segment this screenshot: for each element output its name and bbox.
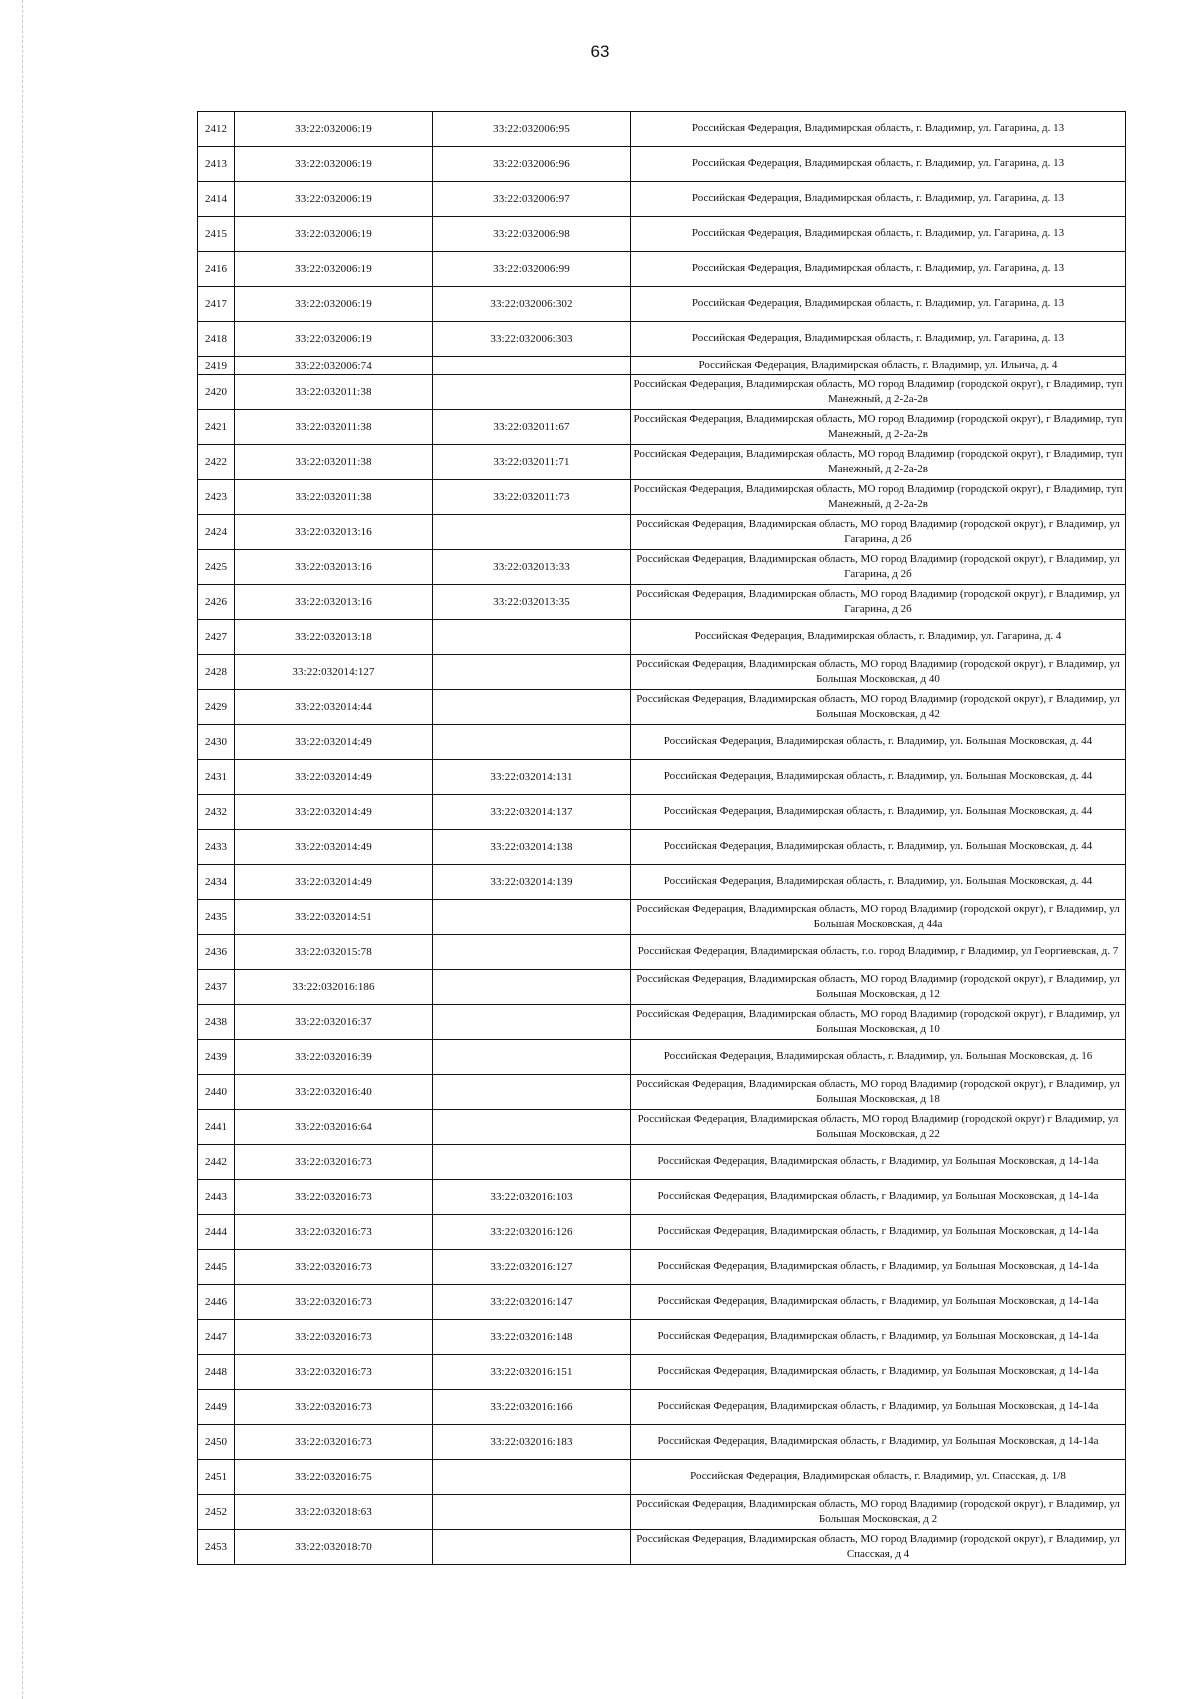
address-cell: Российская Федерация, Владимирская область, г. Владимир, ул. Гагарина, д. 13: [631, 252, 1126, 287]
parcel-cadastral-number-cell: 33:22:032016:73: [235, 1250, 433, 1285]
registry-table: [197, 111, 1126, 1565]
object-cadastral-number-cell: 33:22:032006:303: [433, 322, 631, 357]
table-row: [198, 1495, 1126, 1530]
row-number-cell: 2439: [198, 1040, 235, 1075]
table-row: [198, 1355, 1126, 1390]
table-row: [198, 1250, 1126, 1285]
row-number-cell: 2453: [198, 1530, 235, 1565]
address-cell: Российская Федерация, Владимирская область, МО город Владимир (городской округ) г Владимир, ул Большая Московская, д 22: [631, 1110, 1126, 1145]
row-number-cell: 2443: [198, 1180, 235, 1215]
table-row: [198, 585, 1126, 620]
table-row: [198, 620, 1126, 655]
table-row: [198, 112, 1126, 147]
address-cell: Российская Федерация, Владимирская область, МО город Владимир (городской округ), г Владимир, ул Большая Московская, д 40: [631, 655, 1126, 690]
table-row: [198, 690, 1126, 725]
address-cell: Российская Федерация, Владимирская область, МО город Владимир (городской округ), г Владимир, ул Большая Московская, д 12: [631, 970, 1126, 1005]
table-row: [198, 480, 1126, 515]
parcel-cadastral-number-cell: 33:22:032015:78: [235, 935, 433, 970]
parcel-cadastral-number-cell: 33:22:032014:51: [235, 900, 433, 935]
table-row: [198, 1075, 1126, 1110]
object-cadastral-number-cell: [433, 1495, 631, 1530]
address-cell: Российская Федерация, Владимирская область, г.о. город Владимир, г Владимир, ул Георгиевская, д. 7: [631, 935, 1126, 970]
parcel-cadastral-number-cell: 33:22:032013:16: [235, 550, 433, 585]
object-cadastral-number-cell: [433, 1460, 631, 1495]
object-cadastral-number-cell: [433, 655, 631, 690]
address-cell: Российская Федерация, Владимирская область, МО город Владимир (городской округ), г Владимир, ул Гагарина, д 2б: [631, 550, 1126, 585]
object-cadastral-number-cell: [433, 1005, 631, 1040]
row-number-cell: 2445: [198, 1250, 235, 1285]
row-number-cell: 2425: [198, 550, 235, 585]
row-number-cell: 2417: [198, 287, 235, 322]
row-number-cell: 2413: [198, 147, 235, 182]
parcel-cadastral-number-cell: 33:22:032011:38: [235, 445, 433, 480]
object-cadastral-number-cell: 33:22:032006:96: [433, 147, 631, 182]
row-number-cell: 2447: [198, 1320, 235, 1355]
table-row: [198, 445, 1126, 480]
parcel-cadastral-number-cell: 33:22:032006:19: [235, 112, 433, 147]
row-number-cell: 2432: [198, 795, 235, 830]
row-number-cell: 2419: [198, 357, 235, 375]
address-cell: Российская Федерация, Владимирская область, г. Владимир, ул. Большая Московская, д. 44: [631, 725, 1126, 760]
row-number-cell: 2436: [198, 935, 235, 970]
object-cadastral-number-cell: 33:22:032013:33: [433, 550, 631, 585]
object-cadastral-number-cell: [433, 620, 631, 655]
object-cadastral-number-cell: 33:22:032016:183: [433, 1425, 631, 1460]
object-cadastral-number-cell: 33:22:032006:97: [433, 182, 631, 217]
object-cadastral-number-cell: 33:22:032016:166: [433, 1390, 631, 1425]
row-number-cell: 2446: [198, 1285, 235, 1320]
address-cell: Российская Федерация, Владимирская область, МО город Владимир (городской округ), г Владимир, туп Манежный, д 2-2а-2в: [631, 410, 1126, 445]
address-cell: Российская Федерация, Владимирская область, МО город Владимир (городской округ), г Владимир, ул Большая Московская, д 18: [631, 1075, 1126, 1110]
table-row: [198, 375, 1126, 410]
table-row: [198, 795, 1126, 830]
parcel-cadastral-number-cell: 33:22:032018:70: [235, 1530, 433, 1565]
row-number-cell: 2430: [198, 725, 235, 760]
row-number-cell: 2437: [198, 970, 235, 1005]
parcel-cadastral-number-cell: 33:22:032016:73: [235, 1180, 433, 1215]
parcel-cadastral-number-cell: 33:22:032013:18: [235, 620, 433, 655]
table-row: [198, 515, 1126, 550]
row-number-cell: 2431: [198, 760, 235, 795]
row-number-cell: 2416: [198, 252, 235, 287]
table-row: [198, 830, 1126, 865]
table-row: [198, 1425, 1126, 1460]
parcel-cadastral-number-cell: 33:22:032016:73: [235, 1285, 433, 1320]
row-number-cell: 2428: [198, 655, 235, 690]
object-cadastral-number-cell: [433, 1075, 631, 1110]
table-row: [198, 252, 1126, 287]
table-row: [198, 760, 1126, 795]
parcel-cadastral-number-cell: 33:22:032014:49: [235, 725, 433, 760]
table-row: [198, 1040, 1126, 1075]
address-cell: Российская Федерация, Владимирская область, г Владимир, ул Большая Московская, д 14-14а: [631, 1180, 1126, 1215]
parcel-cadastral-number-cell: 33:22:032016:73: [235, 1320, 433, 1355]
parcel-cadastral-number-cell: 33:22:032011:38: [235, 410, 433, 445]
table-row: [198, 865, 1126, 900]
object-cadastral-number-cell: 33:22:032014:138: [433, 830, 631, 865]
row-number-cell: 2414: [198, 182, 235, 217]
address-cell: Российская Федерация, Владимирская область, МО город Владимир (городской округ), г Владимир, ул Большая Московская, д 44а: [631, 900, 1126, 935]
parcel-cadastral-number-cell: 33:22:032016:186: [235, 970, 433, 1005]
parcel-cadastral-number-cell: 33:22:032016:73: [235, 1390, 433, 1425]
registry-table-body: [198, 112, 1126, 1565]
parcel-cadastral-number-cell: 33:22:032016:64: [235, 1110, 433, 1145]
object-cadastral-number-cell: 33:22:032011:73: [433, 480, 631, 515]
parcel-cadastral-number-cell: 33:22:032014:44: [235, 690, 433, 725]
table-row: [198, 1390, 1126, 1425]
object-cadastral-number-cell: 33:22:032016:127: [433, 1250, 631, 1285]
row-number-cell: 2429: [198, 690, 235, 725]
parcel-cadastral-number-cell: 33:22:032016:40: [235, 1075, 433, 1110]
object-cadastral-number-cell: [433, 1040, 631, 1075]
object-cadastral-number-cell: 33:22:032014:139: [433, 865, 631, 900]
address-cell: Российская Федерация, Владимирская область, г Владимир, ул Большая Московская, д 14-14а: [631, 1250, 1126, 1285]
object-cadastral-number-cell: 33:22:032016:148: [433, 1320, 631, 1355]
row-number-cell: 2434: [198, 865, 235, 900]
object-cadastral-number-cell: 33:22:032006:99: [433, 252, 631, 287]
parcel-cadastral-number-cell: 33:22:032014:127: [235, 655, 433, 690]
address-cell: Российская Федерация, Владимирская область, г. Владимир, ул. Гагарина, д. 13: [631, 182, 1126, 217]
parcel-cadastral-number-cell: 33:22:032006:19: [235, 287, 433, 322]
table-row: [198, 550, 1126, 585]
address-cell: Российская Федерация, Владимирская область, г Владимир, ул Большая Московская, д 14-14а: [631, 1145, 1126, 1180]
object-cadastral-number-cell: [433, 515, 631, 550]
table-row: [198, 1215, 1126, 1250]
row-number-cell: 2426: [198, 585, 235, 620]
row-number-cell: 2424: [198, 515, 235, 550]
object-cadastral-number-cell: 33:22:032006:95: [433, 112, 631, 147]
table-row: [198, 1180, 1126, 1215]
table-row: [198, 182, 1126, 217]
object-cadastral-number-cell: [433, 900, 631, 935]
address-cell: Российская Федерация, Владимирская область, г. Владимир, ул. Гагарина, д. 13: [631, 147, 1126, 182]
address-cell: Российская Федерация, Владимирская область, МО город Владимир (городской округ), г Владимир, ул Гагарина, д 2б: [631, 515, 1126, 550]
address-cell: Российская Федерация, Владимирская область, МО город Владимир (городской округ), г Владимир, туп Манежный, д 2-2а-2в: [631, 480, 1126, 515]
table-row: [198, 1110, 1126, 1145]
address-cell: Российская Федерация, Владимирская область, г Владимир, ул Большая Московская, д 14-14а: [631, 1425, 1126, 1460]
row-number-cell: 2418: [198, 322, 235, 357]
address-cell: Российская Федерация, Владимирская область, МО город Владимир (городской округ), г Владимир, туп Манежный, д 2-2а-2в: [631, 375, 1126, 410]
row-number-cell: 2441: [198, 1110, 235, 1145]
parcel-cadastral-number-cell: 33:22:032014:49: [235, 865, 433, 900]
object-cadastral-number-cell: 33:22:032014:137: [433, 795, 631, 830]
address-cell: Российская Федерация, Владимирская область, МО город Владимир (городской округ), г Владимир, туп Манежный, д 2-2а-2в: [631, 445, 1126, 480]
object-cadastral-number-cell: [433, 375, 631, 410]
row-number-cell: 2433: [198, 830, 235, 865]
table-row: [198, 410, 1126, 445]
row-number-cell: 2440: [198, 1075, 235, 1110]
row-number-cell: 2435: [198, 900, 235, 935]
table-row: [198, 1460, 1126, 1495]
row-number-cell: 2438: [198, 1005, 235, 1040]
parcel-cadastral-number-cell: 33:22:032016:39: [235, 1040, 433, 1075]
parcel-cadastral-number-cell: 33:22:032016:37: [235, 1005, 433, 1040]
row-number-cell: 2451: [198, 1460, 235, 1495]
parcel-cadastral-number-cell: 33:22:032006:74: [235, 357, 433, 375]
address-cell: Российская Федерация, Владимирская область, г. Владимир, ул. Гагарина, д. 13: [631, 112, 1126, 147]
parcel-cadastral-number-cell: 33:22:032014:49: [235, 830, 433, 865]
table-row: [198, 1530, 1126, 1565]
row-number-cell: 2450: [198, 1425, 235, 1460]
object-cadastral-number-cell: [433, 1145, 631, 1180]
object-cadastral-number-cell: [433, 970, 631, 1005]
parcel-cadastral-number-cell: 33:22:032014:49: [235, 760, 433, 795]
address-cell: Российская Федерация, Владимирская область, г. Владимир, ул. Большая Московская, д. 44: [631, 795, 1126, 830]
address-cell: Российская Федерация, Владимирская область, г. Владимир, ул. Большая Московская, д. 44: [631, 760, 1126, 795]
parcel-cadastral-number-cell: 33:22:032006:19: [235, 322, 433, 357]
address-cell: Российская Федерация, Владимирская область, г. Владимир, ул. Большая Московская, д. 16: [631, 1040, 1126, 1075]
row-number-cell: 2448: [198, 1355, 235, 1390]
object-cadastral-number-cell: 33:22:032016:126: [433, 1215, 631, 1250]
object-cadastral-number-cell: 33:22:032016:151: [433, 1355, 631, 1390]
address-cell: Российская Федерация, Владимирская область, г. Владимир, ул. Гагарина, д. 13: [631, 287, 1126, 322]
object-cadastral-number-cell: 33:22:032014:131: [433, 760, 631, 795]
object-cadastral-number-cell: 33:22:032006:302: [433, 287, 631, 322]
table-row: [198, 725, 1126, 760]
row-number-cell: 2427: [198, 620, 235, 655]
row-number-cell: 2442: [198, 1145, 235, 1180]
object-cadastral-number-cell: 33:22:032006:98: [433, 217, 631, 252]
address-cell: Российская Федерация, Владимирская область, г Владимир, ул Большая Московская, д 14-14а: [631, 1355, 1126, 1390]
scan-edge-line: [22, 0, 23, 1699]
address-cell: Российская Федерация, Владимирская область, г. Владимир, ул. Гагарина, д. 4: [631, 620, 1126, 655]
row-number-cell: 2449: [198, 1390, 235, 1425]
parcel-cadastral-number-cell: 33:22:032013:16: [235, 515, 433, 550]
object-cadastral-number-cell: [433, 1110, 631, 1145]
address-cell: Российская Федерация, Владимирская область, г Владимир, ул Большая Московская, д 14-14а: [631, 1390, 1126, 1425]
table-row: [198, 147, 1126, 182]
row-number-cell: 2422: [198, 445, 235, 480]
parcel-cadastral-number-cell: 33:22:032016:73: [235, 1425, 433, 1460]
row-number-cell: 2452: [198, 1495, 235, 1530]
parcel-cadastral-number-cell: 33:22:032006:19: [235, 182, 433, 217]
address-cell: Российская Федерация, Владимирская область, г Владимир, ул Большая Московская, д 14-14а: [631, 1285, 1126, 1320]
table-row: [198, 217, 1126, 252]
address-cell: Российская Федерация, Владимирская область, МО город Владимир (городской округ), г Владимир, ул Гагарина, д 2б: [631, 585, 1126, 620]
address-cell: Российская Федерация, Владимирская область, г. Владимир, ул. Большая Московская, д. 44: [631, 865, 1126, 900]
table-row: [198, 1005, 1126, 1040]
object-cadastral-number-cell: [433, 725, 631, 760]
table-row: [198, 287, 1126, 322]
parcel-cadastral-number-cell: 33:22:032006:19: [235, 217, 433, 252]
parcel-cadastral-number-cell: 33:22:032016:73: [235, 1145, 433, 1180]
object-cadastral-number-cell: [433, 935, 631, 970]
parcel-cadastral-number-cell: 33:22:032006:19: [235, 252, 433, 287]
object-cadastral-number-cell: 33:22:032016:147: [433, 1285, 631, 1320]
parcel-cadastral-number-cell: 33:22:032014:49: [235, 795, 433, 830]
address-cell: Российская Федерация, Владимирская область, г. Владимир, ул. Гагарина, д. 13: [631, 217, 1126, 252]
object-cadastral-number-cell: 33:22:032016:103: [433, 1180, 631, 1215]
address-cell: Российская Федерация, Владимирская область, МО город Владимир (городской округ), г Владимир, ул Большая Московская, д 42: [631, 690, 1126, 725]
row-number-cell: 2444: [198, 1215, 235, 1250]
table-row: [198, 970, 1126, 1005]
row-number-cell: 2423: [198, 480, 235, 515]
table-row: [198, 655, 1126, 690]
table-row: [198, 900, 1126, 935]
object-cadastral-number-cell: [433, 1530, 631, 1565]
parcel-cadastral-number-cell: 33:22:032016:73: [235, 1355, 433, 1390]
object-cadastral-number-cell: 33:22:032011:67: [433, 410, 631, 445]
table-row: [198, 1285, 1126, 1320]
address-cell: Российская Федерация, Владимирская область, МО город Владимир (городской округ), г Владимир, ул Спасская, д 4: [631, 1530, 1126, 1565]
address-cell: Российская Федерация, Владимирская область, г Владимир, ул Большая Московская, д 14-14а: [631, 1215, 1126, 1250]
parcel-cadastral-number-cell: 33:22:032006:19: [235, 147, 433, 182]
address-cell: Российская Федерация, Владимирская область, г. Владимир, ул. Гагарина, д. 13: [631, 322, 1126, 357]
table-row: [198, 322, 1126, 357]
address-cell: Российская Федерация, Владимирская область, МО город Владимир (городской округ), г Владимир, ул Большая Московская, д 2: [631, 1495, 1126, 1530]
parcel-cadastral-number-cell: 33:22:032018:63: [235, 1495, 433, 1530]
parcel-cadastral-number-cell: 33:22:032016:73: [235, 1215, 433, 1250]
address-cell: Российская Федерация, Владимирская область, г. Владимир, ул. Спасская, д. 1/8: [631, 1460, 1126, 1495]
parcel-cadastral-number-cell: 33:22:032016:75: [235, 1460, 433, 1495]
table-row: [198, 1320, 1126, 1355]
object-cadastral-number-cell: [433, 690, 631, 725]
object-cadastral-number-cell: [433, 357, 631, 375]
row-number-cell: 2415: [198, 217, 235, 252]
parcel-cadastral-number-cell: 33:22:032011:38: [235, 375, 433, 410]
address-cell: Российская Федерация, Владимирская область, г. Владимир, ул. Ильича, д. 4: [631, 357, 1126, 375]
parcel-cadastral-number-cell: 33:22:032013:16: [235, 585, 433, 620]
page-number: 63: [590, 42, 610, 61]
address-cell: Российская Федерация, Владимирская область, г. Владимир, ул. Большая Московская, д. 44: [631, 830, 1126, 865]
table-row: [198, 935, 1126, 970]
address-cell: Российская Федерация, Владимирская область, г Владимир, ул Большая Московская, д 14-14а: [631, 1320, 1126, 1355]
row-number-cell: 2420: [198, 375, 235, 410]
object-cadastral-number-cell: 33:22:032013:35: [433, 585, 631, 620]
row-number-cell: 2421: [198, 410, 235, 445]
address-cell: Российская Федерация, Владимирская область, МО город Владимир (городской округ), г Владимир, ул Большая Московская, д 10: [631, 1005, 1126, 1040]
row-number-cell: 2412: [198, 112, 235, 147]
parcel-cadastral-number-cell: 33:22:032011:38: [235, 480, 433, 515]
table-row: [198, 1145, 1126, 1180]
object-cadastral-number-cell: 33:22:032011:71: [433, 445, 631, 480]
table-row: [198, 357, 1126, 375]
